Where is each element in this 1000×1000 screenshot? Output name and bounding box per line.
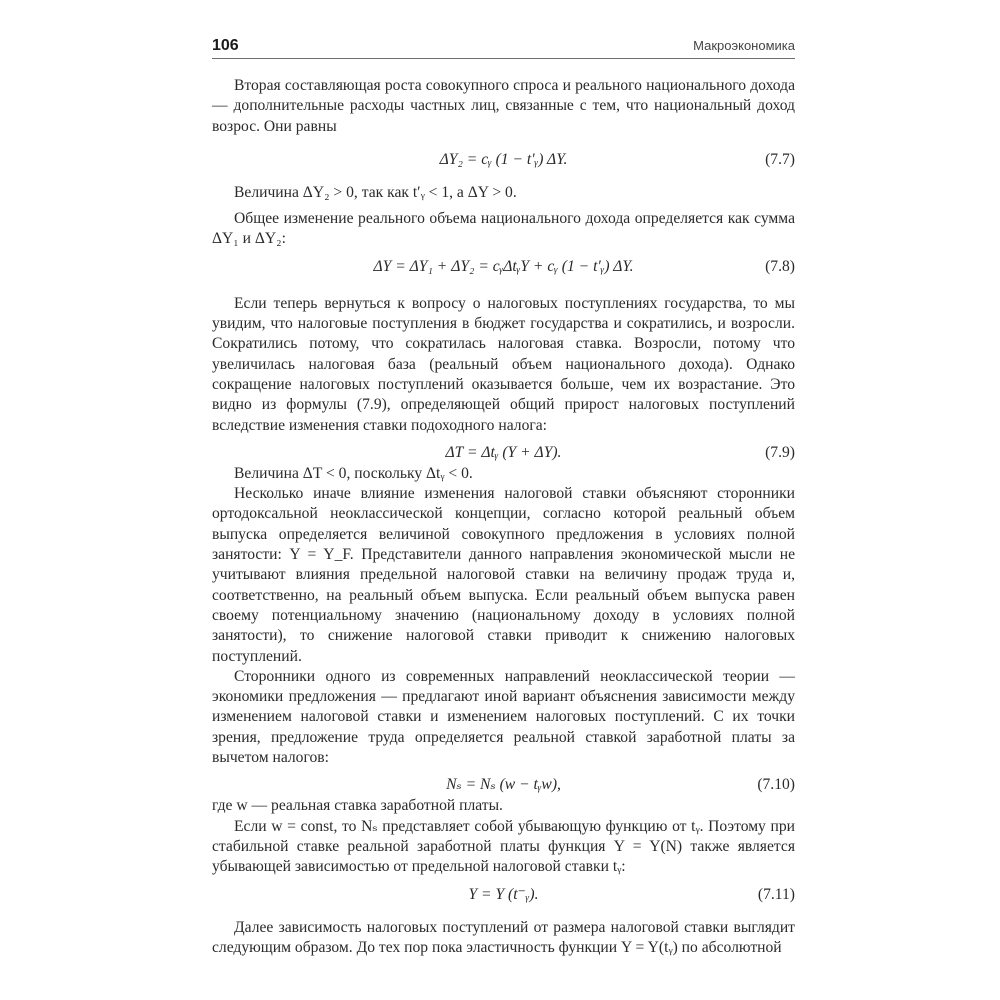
paragraph-text: Общее изменение реального объема национального дохода определяется как сумма ΔY₁ и ΔY₂: <box>212 210 795 248</box>
paragraph-text: Далее зависимость налоговых поступлений от размера налоговой ставки выглядит следующим образом. До тех пор пока эластичность функции Y = Y(tᵧ) по абсолютной <box>212 918 795 956</box>
equation-formula: ΔY₂ = cᵧ (1 − t′ᵧ) ΔY. <box>439 150 568 168</box>
paragraph-text: Если w = const, то Nₛ представляет собой убывающую функцию от tᵧ. Поэтому при стабильной ставке реальной заработной платы функция Y = Y(N) также является убывающей зависимостью от предельной налоговой ставки tᵧ: <box>212 817 795 876</box>
running-title: Макроэкономика <box>693 38 795 53</box>
paragraph <box>212 667 795 768</box>
equation-formula: ΔT = Δtᵧ (Y + ΔY). <box>445 443 562 461</box>
equation-formula: Nₛ = Nₛ (w − tᵧw), <box>446 776 561 794</box>
book-page <box>212 36 795 958</box>
spacer <box>212 278 795 294</box>
paragraph <box>212 209 795 250</box>
equation-7-9 <box>212 442 795 464</box>
paragraph <box>212 796 795 816</box>
spacer <box>212 171 795 183</box>
paragraph-text: Несколько иначе влияние изменения налоговой ставки объясняют сторонники ортодоксальной неоклассической концепции, согласно которой реальный объем выпуска определяется величиной совокупного предложения в условиях полной занятости: Y = Y_F. Представители данного направления экономической мысли не учитывают влияния предельной налоговой ставки на величину продаж труда и, соответственно, на реальный объем выпуска. Если реальный объем выпуска равен своему потенциальному значению (национальному доходу в условиях полной занятости), то снижение налоговой ставки приводит к снижению налоговых поступлений. <box>212 485 795 665</box>
equation-number: (7.7) <box>765 150 795 168</box>
paragraph <box>212 76 795 137</box>
paragraph <box>212 484 795 667</box>
equation-number: (7.8) <box>765 257 795 275</box>
paragraph <box>212 918 795 959</box>
equation-7-10 <box>212 774 795 796</box>
equation-number: (7.11) <box>757 885 795 903</box>
equation-number: (7.10) <box>757 776 795 794</box>
page-number: 106 <box>212 37 239 54</box>
equation-formula: ΔY = ΔY₁ + ΔY₂ = cᵧΔtᵧY + cᵧ (1 − t′ᵧ) ΔY. <box>373 257 634 275</box>
paragraph-text: Величина ΔY₂ > 0, так как t′ᵧ < 1, а ΔY > 0. <box>234 183 517 201</box>
paragraph <box>212 464 795 484</box>
equation-7-7 <box>212 149 795 171</box>
paragraph <box>212 183 795 203</box>
equation-formula: Y = Y (t⁻ᵧ). <box>468 885 539 903</box>
equation-7-8 <box>212 256 795 278</box>
paragraph <box>212 294 795 436</box>
paragraph-text: Величина ΔT < 0, поскольку Δtᵧ < 0. <box>234 464 473 482</box>
paragraph <box>212 817 795 878</box>
paragraph-text: Вторая составляющая роста совокупного спроса и реального национального дохода — дополнительные расходы частных лиц, связанные с тем, что национальный доход возрос. Они равны <box>212 77 795 135</box>
spacer <box>212 906 795 918</box>
spacer <box>212 137 795 149</box>
paragraph-text: где w — реальная ставка заработной платы. <box>212 797 503 815</box>
page-header <box>212 36 795 59</box>
paragraph-text: Если теперь вернуться к вопросу о налоговых поступлениях государства, то мы увидим, что налоговые поступления в бюджет государства и сократились, и возросли. Сократились потому, что сократилась налоговая ставка. Возросли, потому что увеличилась налоговая база (реальный объем национального дохода). Однако сокращение налоговых поступлений оказывается больше, чем их возрастание. Это видно из формулы (7.9), определяющей общий прирост налоговых поступлений вследствие изменения ставки подоходного налога: <box>212 294 795 434</box>
paragraph-text: Сторонники одного из современных направлений неоклассической теории — экономики предложения — предлагают иной вариант объяснения зависимости между изменением налоговой ставки и изменением налоговых поступлений. С их точки зрения, предложение труда определяется реальной ставкой заработной платы за вычетом налогов: <box>212 667 795 767</box>
equation-7-11 <box>212 884 795 906</box>
equation-number: (7.9) <box>765 443 795 461</box>
